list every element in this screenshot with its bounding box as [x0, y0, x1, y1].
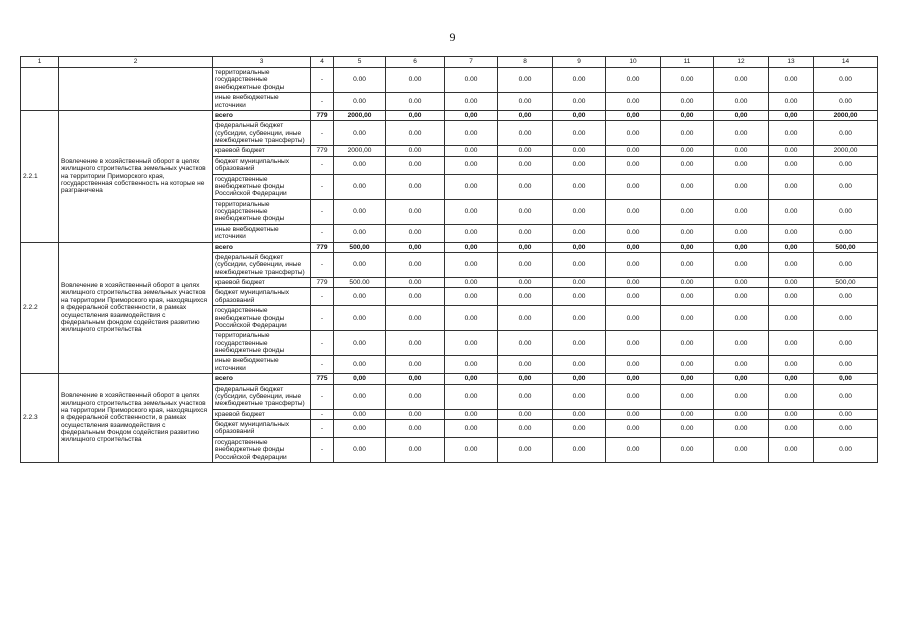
value-cell: 0.00	[553, 146, 606, 156]
value-cell: 0.00	[553, 93, 606, 111]
value-cell: 0.00	[661, 409, 714, 419]
value-cell: 0.00	[814, 331, 878, 356]
funding-source-cell: иные внебюджетные источники	[213, 356, 311, 374]
funding-source-cell: всего	[213, 374, 311, 384]
value-cell: 0.00	[386, 420, 445, 438]
value-cell: 0.00	[769, 278, 814, 288]
value-cell: 0,00	[553, 110, 606, 120]
funding-source-cell: всего	[213, 110, 311, 120]
funding-source-cell: краевой бюджет	[213, 278, 311, 288]
value-cell: 0.00	[386, 146, 445, 156]
value-cell: 0.00	[386, 288, 445, 306]
value-cell: 0.00	[334, 224, 386, 242]
value-cell: 2000,00	[814, 146, 878, 156]
value-cell: 0.00	[714, 146, 769, 156]
funding-source-cell: территориальные государственные внебюджетные фонды	[213, 199, 311, 224]
value-cell: 0,00	[606, 374, 661, 384]
value-cell: 0.00	[714, 174, 769, 199]
value-cell: 0.00	[606, 199, 661, 224]
value-cell: 0.00	[606, 409, 661, 419]
value-cell: 0.00	[553, 68, 606, 93]
value-cell: 0,00	[553, 242, 606, 252]
value-cell: 0.00	[445, 288, 498, 306]
value-cell: 0.00	[661, 146, 714, 156]
value-cell: 0.00	[386, 278, 445, 288]
value-cell: 0.00	[498, 252, 553, 277]
value-cell: 0.00	[445, 224, 498, 242]
value-cell: 0,00	[661, 110, 714, 120]
value-cell: 0.00	[769, 199, 814, 224]
value-cell: 0.00	[553, 224, 606, 242]
value-cell: 0.00	[606, 288, 661, 306]
value-cell: 0.00	[334, 384, 386, 409]
value-cell: 0.00	[769, 252, 814, 277]
value-cell: 0.00	[814, 384, 878, 409]
value-cell: 0.00	[814, 121, 878, 146]
table-row	[21, 242, 878, 252]
funding-source-cell: бюджет муниципальных образований	[213, 420, 311, 438]
value-cell: 0.00	[661, 306, 714, 331]
value-cell: 0.00	[386, 199, 445, 224]
value-cell: 0.00	[334, 331, 386, 356]
empty-code-cell	[21, 68, 59, 111]
value-cell: 0.00	[769, 306, 814, 331]
value-cell: 0.00	[386, 121, 445, 146]
header-cell: 5	[334, 57, 386, 68]
value-cell: 0.00	[553, 384, 606, 409]
value-cell: 0.00	[334, 409, 386, 419]
value-cell: 0.00	[814, 252, 878, 277]
table-body	[21, 68, 878, 463]
code-cell: -	[311, 156, 334, 174]
header-cell: 6	[386, 57, 445, 68]
value-cell: 0.00	[606, 121, 661, 146]
value-cell: 0,00	[606, 110, 661, 120]
value-cell: 0,00	[769, 242, 814, 252]
value-cell: 0.00	[814, 420, 878, 438]
value-cell: 2000,00	[334, 110, 386, 120]
value-cell: 0.00	[498, 384, 553, 409]
funding-source-cell: государственные внебюджетные фонды Российской Федерации	[213, 437, 311, 462]
section-desc-cell: Вовлечение в хозяйственный оборот в целях жилищного строительства земельных участков на территории Приморского края, находящихся в федеральной собственности, в рамках осуществления взаимодействия с федеральным фондом содействия развитию жилищного строительства	[59, 242, 213, 374]
header-cell: 7	[445, 57, 498, 68]
value-cell: 0,00	[714, 110, 769, 120]
value-cell: 0.00	[553, 331, 606, 356]
value-cell: 0.00	[386, 409, 445, 419]
funding-source-cell: бюджет муниципальных образований	[213, 156, 311, 174]
value-cell: 500.00	[334, 278, 386, 288]
value-cell: 0,00	[386, 374, 445, 384]
value-cell: 0,00	[714, 242, 769, 252]
code-cell: -	[311, 252, 334, 277]
value-cell: 0,00	[606, 242, 661, 252]
value-cell: 0.00	[334, 156, 386, 174]
code-cell: 779	[311, 278, 334, 288]
value-cell: 0.00	[814, 93, 878, 111]
funding-source-cell: краевой бюджет	[213, 146, 311, 156]
code-cell: -	[311, 93, 334, 111]
value-cell: 0.00	[661, 199, 714, 224]
value-cell: 0.00	[498, 356, 553, 374]
value-cell: 0.00	[553, 121, 606, 146]
value-cell: 0.00	[714, 224, 769, 242]
value-cell: 0.00	[445, 68, 498, 93]
code-cell: -	[311, 356, 334, 374]
value-cell: 0.00	[661, 156, 714, 174]
value-cell: 0.00	[661, 174, 714, 199]
value-cell: 0.00	[606, 384, 661, 409]
code-cell: -	[311, 331, 334, 356]
value-cell: 0.00	[334, 174, 386, 199]
value-cell: 0.00	[814, 409, 878, 419]
value-cell: 0.00	[814, 306, 878, 331]
code-cell: -	[311, 121, 334, 146]
value-cell: 0,00	[445, 374, 498, 384]
value-cell: 0.00	[445, 437, 498, 462]
value-cell: 0.00	[814, 224, 878, 242]
funding-source-cell: территориальные государственные внебюджетные фонды	[213, 68, 311, 93]
header-cell: 1	[21, 57, 59, 68]
funding-source-cell: федеральный бюджет (субсидии, субвенции, иные межбюджетные трансферты)	[213, 252, 311, 277]
value-cell: 0.00	[498, 409, 553, 419]
header-cell: 12	[714, 57, 769, 68]
header-cell: 3	[213, 57, 311, 68]
value-cell: 0.00	[445, 199, 498, 224]
table-row	[21, 110, 878, 120]
value-cell: 0.00	[498, 288, 553, 306]
value-cell: 0.00	[769, 356, 814, 374]
page-number: 9	[449, 30, 456, 44]
value-cell: 0.00	[714, 384, 769, 409]
value-cell: 0.00	[498, 331, 553, 356]
value-cell: 0.00	[769, 384, 814, 409]
value-cell: 0.00	[386, 174, 445, 199]
value-cell: 0.00	[814, 356, 878, 374]
value-cell: 0.00	[769, 331, 814, 356]
header-cell: 13	[769, 57, 814, 68]
value-cell: 0,00	[498, 110, 553, 120]
value-cell: 0.00	[769, 93, 814, 111]
value-cell: 0.00	[334, 93, 386, 111]
funding-source-cell: федеральный бюджет (субсидии, субвенции, иные межбюджетные трансферты)	[213, 121, 311, 146]
value-cell: 0.00	[714, 420, 769, 438]
code-cell: 779	[311, 110, 334, 120]
value-cell: 0.00	[498, 437, 553, 462]
funding-source-cell: государственные внебюджетные фонды Российской Федерации	[213, 306, 311, 331]
value-cell: 0.00	[386, 384, 445, 409]
value-cell: 0.00	[769, 68, 814, 93]
value-cell: 0.00	[386, 224, 445, 242]
value-cell: 500,00	[334, 242, 386, 252]
header-cell: 9	[553, 57, 606, 68]
value-cell: 0,00	[814, 374, 878, 384]
value-cell: 0.00	[386, 437, 445, 462]
value-cell: 0.00	[814, 288, 878, 306]
value-cell: 0.00	[769, 437, 814, 462]
value-cell: 0.00	[386, 306, 445, 331]
value-cell: 0.00	[386, 252, 445, 277]
value-cell: 0.00	[714, 278, 769, 288]
value-cell: 0.00	[498, 156, 553, 174]
value-cell: 0.00	[769, 409, 814, 419]
value-cell: 0.00	[606, 252, 661, 277]
value-cell: 0.00	[769, 174, 814, 199]
value-cell: 0.00	[714, 252, 769, 277]
value-cell: 0.00	[334, 306, 386, 331]
value-cell: 0,00	[445, 110, 498, 120]
value-cell: 0.00	[334, 437, 386, 462]
value-cell: 0.00	[334, 199, 386, 224]
value-cell: 0.00	[498, 278, 553, 288]
value-cell: 0.00	[498, 224, 553, 242]
funding-source-cell: государственные внебюджетные фонды Российской Федерации	[213, 174, 311, 199]
value-cell: 0.00	[445, 146, 498, 156]
code-cell: 779	[311, 146, 334, 156]
value-cell: 0.00	[714, 93, 769, 111]
value-cell: 0.00	[553, 288, 606, 306]
value-cell: 0,00	[769, 374, 814, 384]
value-cell: 0.00	[445, 331, 498, 356]
header-cell: 8	[498, 57, 553, 68]
value-cell: 0.00	[553, 278, 606, 288]
value-cell: 0.00	[334, 356, 386, 374]
value-cell: 0.00	[769, 224, 814, 242]
value-cell: 0.00	[606, 156, 661, 174]
value-cell: 0.00	[445, 384, 498, 409]
value-cell: 2000,00	[334, 146, 386, 156]
value-cell: 0.00	[769, 156, 814, 174]
table-row	[21, 68, 878, 93]
value-cell: 0.00	[814, 437, 878, 462]
value-cell: 0.00	[445, 356, 498, 374]
funding-source-cell: краевой бюджет	[213, 409, 311, 419]
code-cell: 779	[311, 242, 334, 252]
value-cell: 0.00	[445, 252, 498, 277]
value-cell: 0.00	[553, 174, 606, 199]
code-cell: -	[311, 68, 334, 93]
value-cell: 0,00	[769, 110, 814, 120]
value-cell: 0,00	[661, 374, 714, 384]
value-cell: 0.00	[386, 156, 445, 174]
section-code-cell: 2.2.2	[21, 242, 59, 374]
funding-source-cell: иные внебюджетные источники	[213, 93, 311, 111]
value-cell: 0,00	[445, 242, 498, 252]
value-cell: 0.00	[661, 121, 714, 146]
funding-source-cell: всего	[213, 242, 311, 252]
value-cell: 0.00	[769, 146, 814, 156]
value-cell: 0,00	[498, 242, 553, 252]
value-cell: 0.00	[386, 68, 445, 93]
value-cell: 0.00	[814, 156, 878, 174]
header-cell: 14	[814, 57, 878, 68]
value-cell: 0.00	[606, 68, 661, 93]
funding-source-cell: территориальные государственные внебюджетные фонды	[213, 331, 311, 356]
funding-source-cell: бюджет муниципальных образований	[213, 288, 311, 306]
value-cell: 0.00	[606, 93, 661, 111]
value-cell: 0.00	[334, 288, 386, 306]
code-cell: -	[311, 288, 334, 306]
value-cell: 0.00	[661, 384, 714, 409]
value-cell: 0.00	[445, 93, 498, 111]
value-cell: 0.00	[606, 420, 661, 438]
value-cell: 0.00	[553, 356, 606, 374]
code-cell: -	[311, 224, 334, 242]
value-cell: 0.00	[386, 356, 445, 374]
section-code-cell: 2.2.1	[21, 110, 59, 242]
value-cell: 0.00	[714, 199, 769, 224]
header-row	[21, 57, 878, 68]
value-cell: 0.00	[553, 252, 606, 277]
value-cell: 0.00	[769, 420, 814, 438]
value-cell: 0.00	[661, 288, 714, 306]
value-cell: 0.00	[661, 420, 714, 438]
code-cell: -	[311, 420, 334, 438]
value-cell: 0.00	[334, 121, 386, 146]
value-cell: 0.00	[386, 331, 445, 356]
table-row	[21, 374, 878, 384]
code-cell: -	[311, 437, 334, 462]
code-cell: 775	[311, 374, 334, 384]
value-cell: 0.00	[445, 156, 498, 174]
value-cell: 0.00	[334, 252, 386, 277]
value-cell: 0.00	[714, 409, 769, 419]
value-cell: 0.00	[606, 278, 661, 288]
value-cell: 0.00	[498, 199, 553, 224]
value-cell: 0.00	[661, 224, 714, 242]
value-cell: 0.00	[814, 68, 878, 93]
value-cell: 0.00	[606, 146, 661, 156]
code-cell: -	[311, 384, 334, 409]
value-cell: 0,00	[553, 374, 606, 384]
value-cell: 0.00	[714, 306, 769, 331]
section-desc-cell: Вовлечение в хозяйственный оборот в целях жилищного строительства земельных участков на территории Приморского края, государственная собственность на которые не разграничена	[59, 110, 213, 242]
value-cell: 0.00	[814, 174, 878, 199]
value-cell: 0.00	[553, 420, 606, 438]
value-cell: 0.00	[498, 68, 553, 93]
value-cell: 0.00	[498, 146, 553, 156]
value-cell: 0,00	[334, 374, 386, 384]
value-cell: 0.00	[606, 174, 661, 199]
value-cell: 0.00	[661, 252, 714, 277]
value-cell: 0,00	[714, 374, 769, 384]
value-cell: 0.00	[661, 356, 714, 374]
value-cell: 0,00	[661, 242, 714, 252]
value-cell: 0.00	[661, 68, 714, 93]
value-cell: 2000,00	[814, 110, 878, 120]
value-cell: 0,00	[386, 242, 445, 252]
value-cell: 0.00	[553, 199, 606, 224]
value-cell: 0.00	[553, 156, 606, 174]
budget-table	[20, 56, 878, 463]
value-cell: 0.00	[498, 306, 553, 331]
value-cell: 0.00	[445, 174, 498, 199]
value-cell: 0.00	[445, 420, 498, 438]
header-cell: 10	[606, 57, 661, 68]
section-code-cell: 2.2.3	[21, 374, 59, 463]
value-cell: 0.00	[769, 121, 814, 146]
value-cell: 0.00	[445, 121, 498, 146]
value-cell: 0.00	[606, 331, 661, 356]
value-cell: 500,00	[814, 242, 878, 252]
header-cell: 2	[59, 57, 213, 68]
value-cell: 0.00	[553, 306, 606, 331]
value-cell: 0.00	[498, 93, 553, 111]
funding-source-cell: федеральный бюджет (субсидии, субвенции, иные межбюджетные трансферты)	[213, 384, 311, 409]
value-cell: 0.00	[714, 437, 769, 462]
value-cell: 0,00	[498, 374, 553, 384]
table-header	[21, 57, 878, 68]
value-cell: 0.00	[661, 331, 714, 356]
value-cell: 0.00	[553, 437, 606, 462]
value-cell: 0,00	[386, 110, 445, 120]
empty-desc-cell	[59, 68, 213, 111]
value-cell: 0.00	[553, 409, 606, 419]
value-cell: 0.00	[714, 68, 769, 93]
value-cell: 500,00	[814, 278, 878, 288]
value-cell: 0.00	[606, 224, 661, 242]
code-cell: -	[311, 409, 334, 419]
value-cell: 0.00	[498, 420, 553, 438]
section-desc-cell: Вовлечение в хозяйственный оборот в целях жилищного строительства земельных участков на территории Приморского края, находящихся в федеральной собственности, в рамках осуществления взаимодействия с федеральным Фондом содействия развитию жилищного строительства	[59, 374, 213, 463]
value-cell: 0.00	[714, 288, 769, 306]
value-cell: 0.00	[661, 278, 714, 288]
value-cell: 0.00	[445, 409, 498, 419]
value-cell: 0.00	[498, 174, 553, 199]
value-cell: 0.00	[769, 288, 814, 306]
value-cell: 0.00	[386, 93, 445, 111]
header-cell: 4	[311, 57, 334, 68]
value-cell: 0.00	[714, 331, 769, 356]
code-cell: -	[311, 199, 334, 224]
value-cell: 0.00	[606, 306, 661, 331]
value-cell: 0.00	[814, 199, 878, 224]
value-cell: 0.00	[661, 437, 714, 462]
header-cell: 11	[661, 57, 714, 68]
value-cell: 0.00	[606, 437, 661, 462]
code-cell: -	[311, 174, 334, 199]
value-cell: 0.00	[714, 121, 769, 146]
value-cell: 0.00	[714, 356, 769, 374]
value-cell: 0.00	[661, 93, 714, 111]
value-cell: 0.00	[445, 278, 498, 288]
value-cell: 0.00	[334, 68, 386, 93]
code-cell: -	[311, 306, 334, 331]
value-cell: 0.00	[334, 420, 386, 438]
value-cell: 0.00	[445, 306, 498, 331]
value-cell: 0.00	[714, 156, 769, 174]
funding-source-cell: иные внебюджетные источники	[213, 224, 311, 242]
value-cell: 0.00	[606, 356, 661, 374]
value-cell: 0.00	[498, 121, 553, 146]
